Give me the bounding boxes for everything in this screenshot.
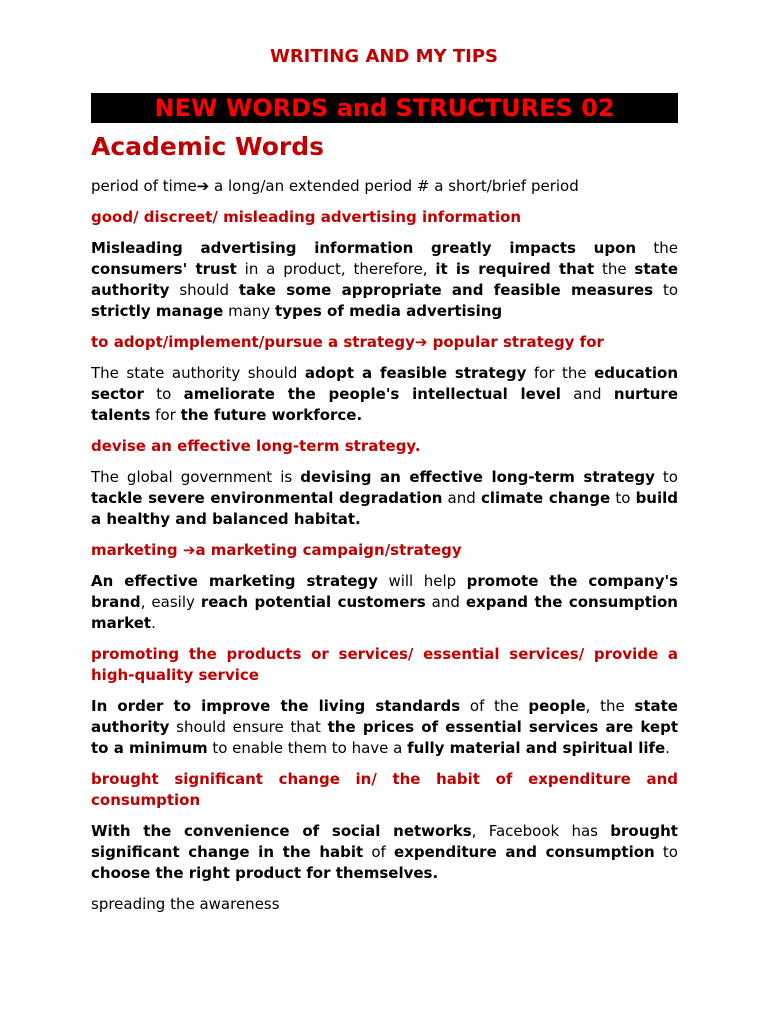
text-segment: period of time (91, 177, 197, 195)
phrase-heading (91, 540, 678, 561)
note-line (91, 176, 678, 197)
text-segment: many (223, 302, 276, 320)
text-segment: the prices of essential services are kept to a minimum (91, 718, 679, 757)
text-segment: spreading the awareness (91, 895, 280, 913)
text-segment: good/ discreet/ misleading advertising information (91, 208, 522, 226)
text-segment: choose the right product for themselves. (91, 864, 439, 882)
text-segment: a marketing campaign/strategy (195, 541, 462, 559)
content-body (91, 176, 678, 925)
text-segment: and (442, 489, 481, 507)
text-segment: to (654, 468, 678, 486)
phrase-heading (91, 207, 678, 228)
text-segment: the future workforce. (180, 406, 363, 424)
text-segment: the (594, 260, 635, 278)
phrase-heading (91, 769, 678, 811)
text-segment: the (636, 239, 678, 257)
text-segment: it is required that (435, 260, 595, 278)
text-segment: , easily (140, 593, 201, 611)
note-line (91, 894, 678, 915)
text-segment: The global government is (91, 468, 301, 486)
text-segment: of the (460, 697, 529, 715)
text-segment: a long/an extended period # a short/brief period (209, 177, 579, 195)
text-segment: Misleading advertising information greatly impacts upon (91, 239, 637, 257)
text-segment: and (425, 593, 466, 611)
arrow-icon: ➔ (196, 177, 210, 195)
text-segment: tackle severe environmental degradation (91, 489, 443, 507)
phrase-heading (91, 436, 678, 457)
text-segment: state authority (91, 697, 678, 736)
text-segment: expand the consumption market (91, 593, 678, 632)
text-segment: climate change (480, 489, 611, 507)
text-segment: people (528, 697, 586, 715)
text-segment: should ensure that (169, 718, 328, 736)
text-segment: popular strategy for (427, 333, 604, 351)
text-segment: consumers' trust (91, 260, 237, 278)
text-segment: of (363, 843, 395, 861)
text-segment: in a product, therefore, (236, 260, 436, 278)
title-banner: NEW WORDS and STRUCTURES 02 (91, 93, 678, 123)
text-segment: to (610, 489, 636, 507)
example-paragraph (91, 467, 678, 530)
text-segment: . (665, 739, 670, 757)
text-segment: An effective marketing strategy (91, 572, 378, 590)
section-title: Academic Words (91, 132, 324, 161)
text-segment: types of media advertising (275, 302, 503, 320)
text-segment: for (150, 406, 181, 424)
text-segment: take some appropriate and feasible measures (238, 281, 654, 299)
text-segment: brought significant change in/ the habit of expenditure and consumption (91, 770, 678, 809)
example-paragraph (91, 696, 678, 759)
text-segment: state authority (91, 260, 678, 299)
example-paragraph (91, 821, 678, 884)
text-segment: marketing (91, 541, 183, 559)
text-segment: devise an effective long-term strategy. (91, 437, 421, 455)
text-segment: . (151, 614, 156, 632)
text-segment: With the convenience of social networks (91, 822, 472, 840)
text-segment: ameliorate the people's intellectual level (183, 385, 561, 403)
example-paragraph (91, 571, 678, 634)
text-segment: , the (585, 697, 635, 715)
text-segment: to enable them to have a (207, 739, 408, 757)
text-segment: fully material and spiritual life (407, 739, 666, 757)
example-paragraph (91, 363, 678, 426)
arrow-icon: ➔ (182, 541, 196, 559)
page-header-title: WRITING AND MY TIPS (269, 46, 499, 67)
text-segment: , Facebook has (471, 822, 611, 840)
text-segment: education sector (91, 364, 678, 403)
phrase-heading (91, 644, 678, 686)
arrow-icon: ➔ (414, 333, 428, 351)
text-segment: In order to improve the living standards (91, 697, 461, 715)
text-segment: for the (526, 364, 595, 382)
text-segment: build a healthy and balanced habitat. (91, 489, 678, 528)
text-segment: to (653, 281, 678, 299)
text-segment: will help (377, 572, 467, 590)
text-segment: The state authority should (91, 364, 305, 382)
text-segment: strictly manage (91, 302, 224, 320)
text-segment: to adopt/implement/pursue a strategy (91, 333, 415, 351)
text-segment: nurture talents (91, 385, 678, 424)
text-segment: to (654, 843, 678, 861)
text-segment: devising an effective long-term strategy (300, 468, 655, 486)
text-segment: promote the company's brand (91, 572, 679, 611)
text-segment: to (143, 385, 184, 403)
example-paragraph (91, 238, 678, 322)
text-segment: and (560, 385, 614, 403)
text-segment: expenditure and consumption (394, 843, 655, 861)
phrase-heading (91, 332, 678, 353)
text-segment: promoting the products or services/ essential services/ provide a high-quality service (91, 645, 678, 684)
text-segment: adopt a feasible strategy (304, 364, 527, 382)
text-segment: brought significant change in the habit (91, 822, 678, 861)
text-segment: should (169, 281, 239, 299)
text-segment: reach potential customers (200, 593, 426, 611)
